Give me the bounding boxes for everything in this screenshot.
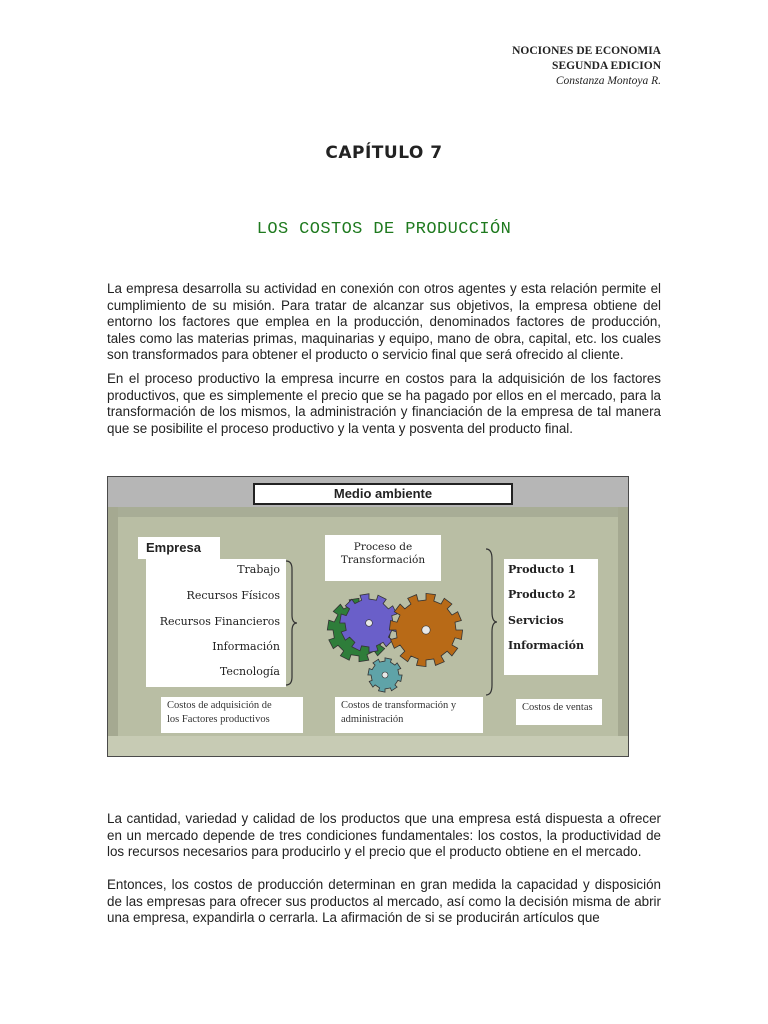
paragraph-4: Entonces, los costos de producción determinan en gran medida la capacidad y disposición de las empresas para ofrecer sus productos al mercado, así como la decisión misma de abrir una empresa, expandirla o cerrarla. La afirmación de si se producirán artículos que [107, 877, 661, 926]
cost-acquisition-line-1: Costos de adquisición de [167, 700, 272, 711]
paragraph-3: La cantidad, variedad y calidad de los productos que una empresa está dispuesta a ofrecer en un mercado depende de tres condiciones fundamentales: los costos, la productividad de los recursos necesarios para producirlo y el precio que el producto obtiene en el mercado. [107, 811, 661, 860]
author: Constanza Montoya R. [555, 75, 661, 87]
edition: SEGUNDA EDICION [552, 60, 661, 72]
factors-list [146, 559, 286, 687]
diagram-left-wall [108, 507, 118, 737]
product-item: Producto 2 [508, 588, 576, 601]
gear-orange-icon [389, 593, 462, 666]
cost-acquisition-box [161, 697, 303, 733]
chapter-title: LOS COSTOS DE PRODUCCIÓN [256, 220, 512, 239]
right-brace [484, 547, 498, 697]
diagram-floor [108, 736, 628, 756]
gear-teal-icon [368, 658, 402, 692]
product-item: Servicios [508, 614, 564, 627]
paragraph-1: La empresa desarrolla su actividad en conexión con otros agentes y esta relación permite el cumplimiento de su misión. Para tratar de alcanzar sus objetivos, la empresa obtiene del entorno los factores que emplea en la producción, denominados factores de producción, tales como las materias primas, maquinarias y equipo, mano de obra, capital, etc. los cuales son transformados para obtener el producto o servicio final que será ofrecido al cliente. [107, 281, 661, 363]
chapter-heading: CAPÍTULO 7 [325, 143, 443, 163]
factor-item: Información [212, 640, 280, 653]
factor-item: Trabajo [237, 563, 280, 576]
paragraph-2: En el proceso productivo la empresa incurre en costos para la adquisición de los factores productivos, que es simplemente el precio que se ha pagado por ellos en el mercado, para la transformación de los mismos, la administración y financiación de la empresa de tal manera que se posibilite el proceso productivo y la venta y posventa del producto final. [107, 371, 661, 436]
gears-icon [323, 585, 483, 703]
cost-sales-box: Costos de ventas [516, 699, 602, 725]
proceso-line-1: Proceso de [353, 541, 413, 553]
empresa-label: Empresa [138, 537, 220, 559]
running-header [512, 44, 661, 89]
proceso-label [325, 535, 441, 581]
cost-transformation-line-2: administración [341, 714, 404, 725]
cost-transformation-box [335, 697, 483, 733]
factor-item: Recursos Financieros [159, 615, 280, 628]
production-diagram [107, 476, 629, 757]
diagram-right-wall [618, 507, 628, 737]
proceso-line-2: Transformación [340, 554, 426, 566]
product-item: Producto 1 [508, 563, 576, 576]
left-brace [284, 559, 298, 687]
book-title: NOCIONES DE ECONOMIA [512, 45, 661, 57]
cost-transformation-line-1: Costos de transformación y [341, 700, 457, 711]
cost-acquisition-line-2: los Factores productivos [167, 714, 270, 725]
products-list [504, 559, 598, 675]
product-item: Información [508, 639, 584, 652]
factor-item: Recursos Físicos [186, 589, 280, 602]
factor-item: Tecnología [219, 665, 280, 678]
medio-ambiente-label: Medio ambiente [253, 483, 513, 505]
diagram-bevel [108, 507, 629, 517]
